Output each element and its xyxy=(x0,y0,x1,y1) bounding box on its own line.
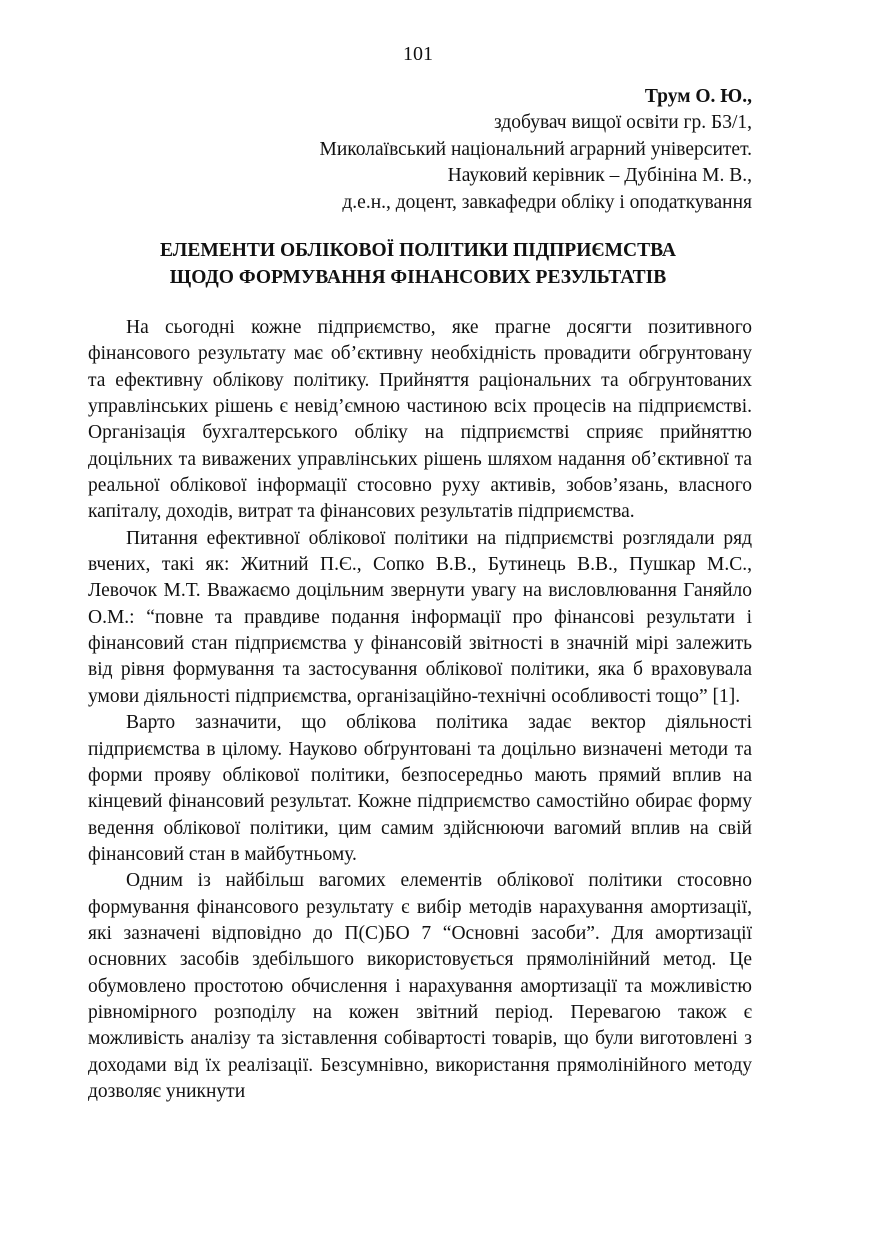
paragraph: Варто зазначити, що облікова політика задає вектор діяльності підприємства в цілому. Науково обґрунтовані та доцільно визначені методи та форми прояву облікової політики, безпосередньо мають прямий вплив на кінцевий фінансовий результат. Кожне підприємство самостійно обирає форму ведення облікової політики, цим самим здійснюючи вагомий вплив на свій фінансовий стан в майбутньому. xyxy=(88,712,752,865)
author-status: здобувач вищої освіти гр. Б3/1, xyxy=(494,112,752,134)
author-name: Трум О. Ю., xyxy=(644,86,752,107)
article-title xyxy=(0,237,836,291)
title-line-1: ЕЛЕМЕНТИ ОБЛІКОВОЇ ПОЛІТИКИ ПІДПРИЄМСТВА xyxy=(160,240,676,261)
paragraph: Одним із найбільш вагомих елементів облікової політики стосовно формування фінансового результату є вибір методів нарахування амортизації, які зазначені відповідно до П(С)БО 7 “Основні засоби”. Для амортизації основних засобів здебільшого використовується прямолінійний метод. Це обумовлено простотою обчислення і нарахування амортизації та можливістю рівномірного розподілу на кожен звітний період. Перевагою також є можливість аналізу та зіставлення собівартості товарів, що були виготовлені з доходами від їх реалізації. Безсумнівно, використання прямолінійного методу дозволяє уникнути xyxy=(88,870,752,1102)
article-body xyxy=(88,315,752,1105)
paragraph: На сьогодні кожне підприємство, яке прагне досягти позитивного фінансового результату має об’єктивну необхідність провадити обгрунтовану та ефективну облікову політику. Прийняття раціональних та обгрунтованих управлінських рішень є невід’ємною частиною всіх процесів на підприємстві. Організація бухгалтерського обліку на підприємстві сприяє прийняттю доцільних та виважених управлінських рішень шляхом надання об’єктивної та реальної облікової інформації стосовно руху активів, зобов’язань, власного капіталу, доходів, витрат та фінансових результатів підприємства. xyxy=(88,317,752,523)
supervisor-name: Науковий керівник – Дубініна М. В., xyxy=(447,165,752,187)
author-university: Миколаївський національний аграрний університет. xyxy=(319,138,752,160)
author-info xyxy=(320,84,752,216)
supervisor-title: д.е.н., доцент, завкафедри обліку і оподаткування xyxy=(342,191,752,213)
title-line-2: ЩОДО ФОРМУВАННЯ ФІНАНСОВИХ РЕЗУЛЬТАТІВ xyxy=(169,267,667,288)
page-number: 101 xyxy=(403,43,433,65)
paragraph: Питання ефективної облікової політики на підприємстві розглядали ряд вчених, такі як: Житний П.Є., Сопко В.В., Бутинець В.В., Пушкар М.С., Левочок М.Т. Вважаємо доцільним звернути увагу на висловлювання Ганяйло О.М.: “повне та правдиве подання інформації про фінансові результати і фінансовий стан підприємства у фінансовій звітності в значній мірі залежить від рівня формування та застосування облікової політики, яка б враховувала умови діяльності підприємства, організаційно-технічні особливості тощо” [1]. xyxy=(88,527,752,707)
